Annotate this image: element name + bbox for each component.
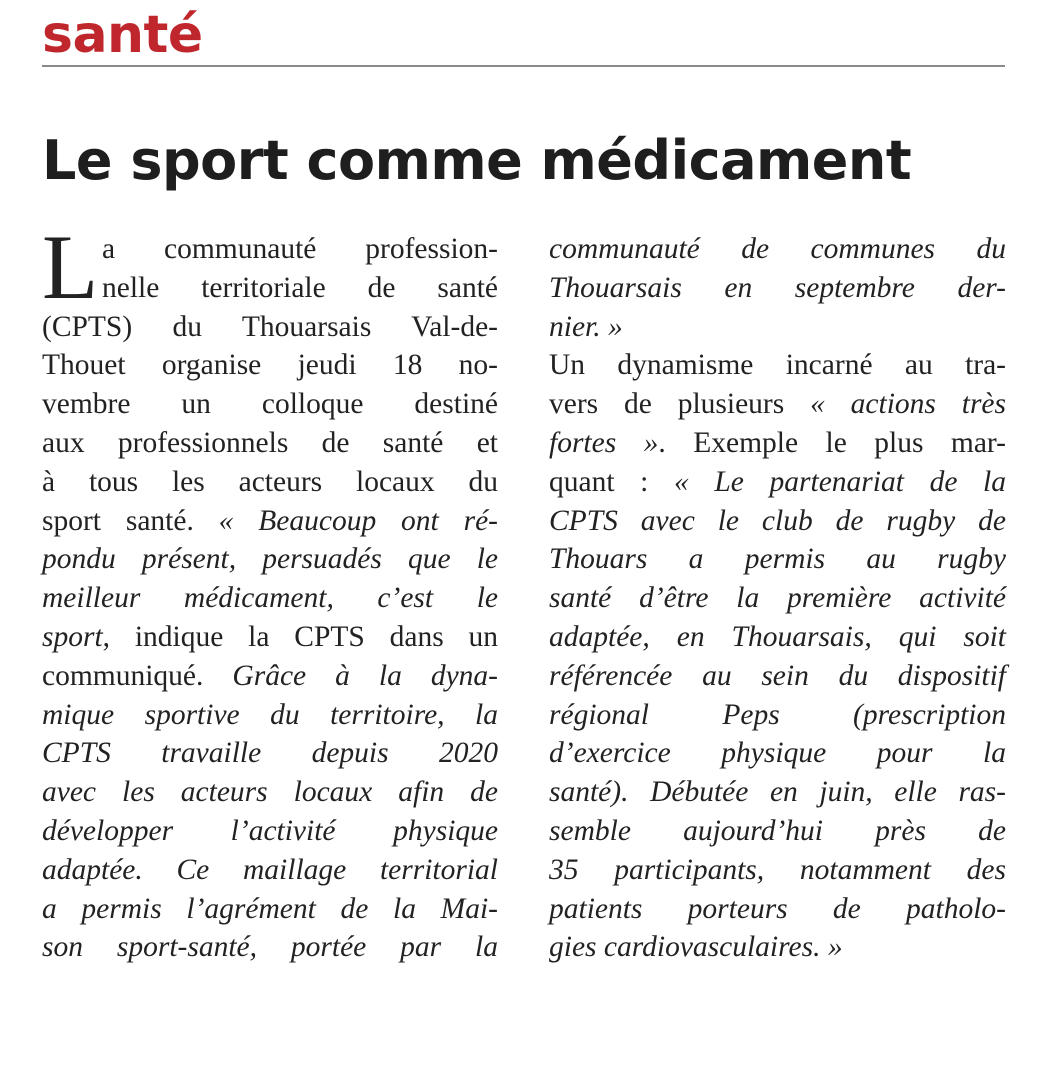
quote-text: a permis l’agrément de la Mai- bbox=[42, 892, 498, 925]
section-divider bbox=[42, 65, 1005, 67]
text-line-left bbox=[42, 851, 498, 890]
quote-text: « Le partenariat de la bbox=[674, 465, 1006, 498]
quote-text: adaptée, en Thouarsais, qui soit bbox=[549, 620, 1006, 653]
body-text: vers de plusieurs bbox=[549, 388, 811, 421]
text-line-left bbox=[42, 230, 498, 269]
text-line-right bbox=[549, 773, 1006, 812]
text-line-right bbox=[549, 812, 1006, 851]
quote-text: fortes » bbox=[549, 426, 659, 459]
text-line-right bbox=[549, 424, 1006, 463]
text-line-left bbox=[42, 269, 498, 308]
text-line-left bbox=[42, 812, 498, 851]
quote-text: développer l’activité physique bbox=[42, 814, 498, 847]
text-line-right bbox=[549, 928, 1006, 967]
text-line-right bbox=[549, 579, 1006, 618]
text-line-right bbox=[549, 734, 1006, 773]
quote-text: avec les acteurs locaux afin de bbox=[42, 776, 498, 809]
quote-text: semble aujourd’hui près de bbox=[549, 814, 1006, 847]
quote-text: Grâce à la dyna- bbox=[232, 659, 498, 692]
text-line-left bbox=[42, 385, 498, 424]
body-text: nelle territoriale de santé bbox=[102, 271, 498, 304]
text-line-left bbox=[42, 540, 498, 579]
quote-text: 35 participants, notamment des bbox=[549, 853, 1006, 886]
quote-text: santé d’être la première activité bbox=[549, 582, 1006, 615]
quote-text: sport bbox=[42, 620, 103, 653]
text-line-right bbox=[549, 385, 1006, 424]
text-line-left bbox=[42, 346, 498, 385]
quote-text: gies cardiovasculaires. » bbox=[549, 931, 843, 964]
text-line-right bbox=[549, 502, 1006, 541]
quote-text: Thouars a permis au rugby bbox=[549, 543, 1006, 576]
body-text: sport santé. bbox=[42, 504, 219, 537]
text-line-right bbox=[549, 890, 1006, 929]
section-label: santé bbox=[42, 5, 203, 65]
body-text: quant : bbox=[549, 465, 675, 498]
body-text: à tous les acteurs locaux du bbox=[42, 465, 498, 498]
quote-text: patients porteurs de patholo- bbox=[549, 892, 1006, 925]
text-line-left bbox=[42, 618, 498, 657]
body-text: , indique la CPTS dans un bbox=[102, 620, 498, 653]
text-line-left bbox=[42, 657, 498, 696]
text-line-left bbox=[42, 890, 498, 929]
text-line-right bbox=[549, 618, 1006, 657]
body-text: vembre un colloque destiné bbox=[42, 388, 498, 421]
text-line-left bbox=[42, 696, 498, 735]
text-line-left bbox=[42, 308, 498, 347]
body-text: Thouet organise jeudi 18 no- bbox=[42, 349, 498, 382]
quote-text: CPTS travaille depuis 2020 bbox=[42, 737, 498, 770]
text-line-left bbox=[42, 734, 498, 773]
body-text: a communauté profession- bbox=[102, 233, 498, 265]
drop-cap: L bbox=[42, 216, 99, 318]
quote-text: nier. » bbox=[549, 310, 623, 343]
text-line-left bbox=[42, 502, 498, 541]
text-line-right bbox=[549, 230, 1006, 269]
text-line-left bbox=[42, 424, 498, 463]
quote-text: « actions très bbox=[810, 388, 1007, 421]
quote-text: CPTS avec le club de rugby de bbox=[549, 504, 1006, 537]
text-line-right bbox=[549, 346, 1006, 385]
quote-text: référencée au sein du dispositif bbox=[549, 659, 1006, 692]
text-line-right bbox=[549, 463, 1006, 502]
body-text: communiqué. bbox=[42, 659, 233, 692]
text-line-right bbox=[549, 269, 1006, 308]
text-line-left bbox=[42, 463, 498, 502]
quote-text: « Beaucoup ont ré- bbox=[218, 504, 498, 537]
body-text: . Exemple le plus mar- bbox=[658, 426, 1006, 459]
article-column-right bbox=[549, 230, 1006, 967]
text-line-right bbox=[549, 696, 1006, 735]
text-line-right bbox=[549, 657, 1006, 696]
text-line-right bbox=[549, 851, 1006, 890]
text-line-left bbox=[42, 928, 498, 967]
body-text: aux professionnels de santé et bbox=[42, 426, 498, 459]
body-text: (CPTS) du Thouarsais Val-de- bbox=[42, 310, 498, 343]
text-line-left bbox=[42, 579, 498, 618]
quote-text: d’exercice physique pour la bbox=[549, 737, 1006, 770]
quote-text: meilleur médicament, c’est le bbox=[42, 582, 498, 615]
quote-text: Thouarsais en septembre der- bbox=[549, 271, 1006, 304]
body-text: Un dynamisme incarné au tra- bbox=[549, 349, 1006, 382]
text-line-right bbox=[549, 308, 1006, 347]
text-line-left bbox=[42, 773, 498, 812]
quote-text: adaptée. Ce maillage territorial bbox=[42, 853, 498, 886]
article-column-left bbox=[42, 230, 498, 967]
quote-text: communauté de communes du bbox=[549, 233, 1006, 265]
article-headline: Le sport comme médicament bbox=[42, 129, 912, 192]
quote-text: santé). Débutée en juin, elle ras- bbox=[549, 776, 1006, 809]
quote-text: son sport-santé, portée par la bbox=[42, 931, 498, 964]
quote-text: pondu présent, persuadés que le bbox=[42, 543, 498, 576]
quote-text: régional Peps (prescription bbox=[549, 698, 1006, 731]
quote-text: mique sportive du territoire, la bbox=[42, 698, 498, 731]
text-line-right bbox=[549, 540, 1006, 579]
